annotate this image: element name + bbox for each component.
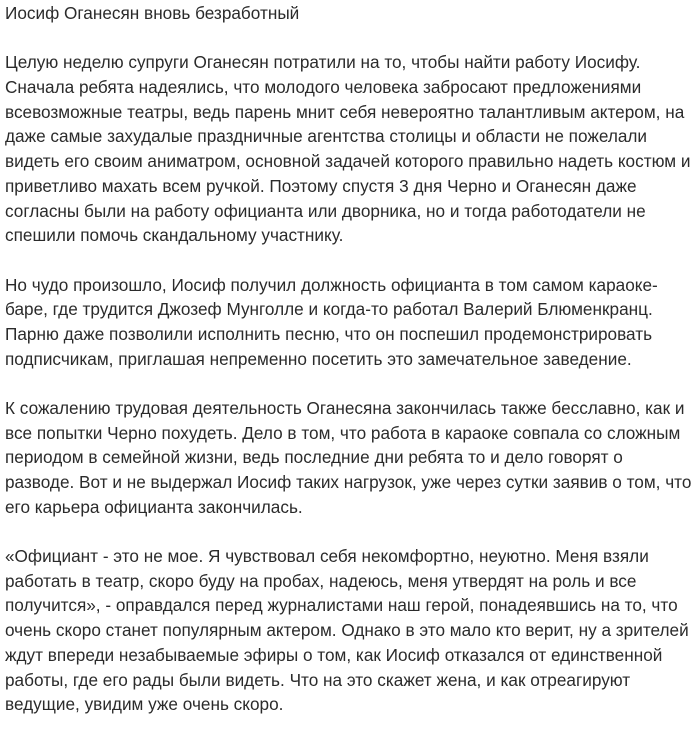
article-title: Иосиф Оганесян вновь безработный bbox=[5, 3, 300, 23]
article-paragraph-2: Но чудо произошло, Иосиф получил должность официанта в том самом караоке-баре, где трудится Джозеф Мунголле и когда-то работал Валерий Блюменкранц. Парню даже позволили исполнить песню, что он поспешил продемонстрировать подписчикам, приглашая непременно посетить это замечательное заведение. bbox=[5, 274, 658, 369]
article bbox=[5, 0, 693, 717]
article-paragraph-1: Целую неделю супруги Оганесян потратили на то, чтобы найти работу Иосифу. Сначала ребята надеялись, что молодого человека забросают предложениями всевозможные театры, ведь парень мнит себя невероятно талантливым актером, на даже самые захудалые праздничные агентства столицы и области не пожелали видеть его своим аниматром, основной задачей которого правильно надеть костюм и приветливо махать всем ручкой. Поэтому спустя 3 дня Черно и Оганесян даже согласны были на работу официанта или дворника, но и тогда работодатели не спешили помочь скандальному участнику. bbox=[5, 52, 691, 246]
article-paragraph-3: К сожалению трудовая деятельность Оганесяна закончилась также бесславно, как и все попытки Черно похудеть. Дело в том, что работа в караоке совпала со сложным периодом в семейной жизни, ведь последние дни ребята то и дело говорят о разводе. Вот и не выдержал Иосиф таких нагрузок, уже через сутки заявив о том, что его карьера официанта закончилась. bbox=[5, 397, 692, 517]
article-paragraph-4: «Официант - это не мое. Я чувствовал себя некомфортно, неуютно. Меня взяли работать в театр, скоро буду на пробах, надеюсь, меня утвердят на роль и все получится», - оправдался перед журналистами наш герой, понадеявшись на то, что очень скоро станет популярным актером. Однако в это мало кто верит, ну а зрителей ждут впереди незабываемые эфиры о том, как Иосиф отказался от единственной работы, где его рады были видеть. Что на это скажет жена, и как отреагируют ведущие, увидим уже очень скоро. bbox=[5, 546, 689, 715]
